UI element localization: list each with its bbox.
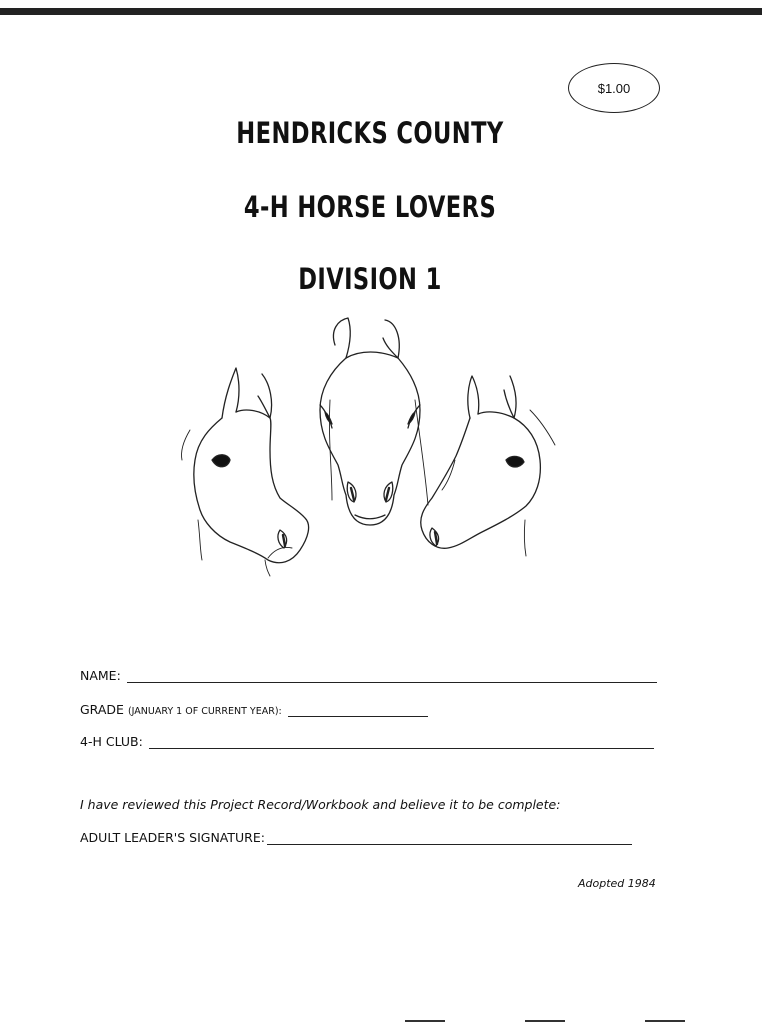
name-label: NAME: <box>80 668 121 683</box>
club-blank-line[interactable] <box>149 736 654 749</box>
name-field-row <box>80 668 657 683</box>
title-division: DIVISION 1 <box>298 262 442 296</box>
title-program: 4-H HORSE LOVERS <box>243 190 497 224</box>
center-horse-head <box>320 318 428 525</box>
footer-dash <box>525 1020 565 1022</box>
signature-field-row <box>80 830 632 845</box>
review-statement: I have reviewed this Project Record/Workbook and believe it to be complete: <box>80 797 561 812</box>
signature-label: ADULT LEADER'S SIGNATURE: <box>80 830 265 845</box>
signature-blank-line[interactable] <box>267 832 632 845</box>
club-label: 4-H CLUB: <box>80 734 143 749</box>
grade-field-row <box>80 702 428 717</box>
left-horse-head <box>181 368 308 576</box>
right-horse-head <box>421 376 555 556</box>
grade-label: GRADE <box>80 702 124 717</box>
adopted-year-note: Adopted 1984 <box>578 877 656 890</box>
grade-note: (JANUARY 1 OF CURRENT YEAR): <box>127 706 282 717</box>
club-field-row <box>80 734 654 749</box>
title-county: HENDRICKS COUNTY <box>236 116 504 150</box>
price-text: $1.00 <box>597 80 631 96</box>
top-border-rule <box>0 8 762 15</box>
grade-blank-line[interactable] <box>288 704 428 717</box>
price-badge <box>568 63 660 113</box>
footer-dash <box>645 1020 685 1022</box>
name-blank-line[interactable] <box>127 670 657 683</box>
horse-heads-illustration <box>170 310 580 580</box>
footer-dash <box>405 1020 445 1022</box>
